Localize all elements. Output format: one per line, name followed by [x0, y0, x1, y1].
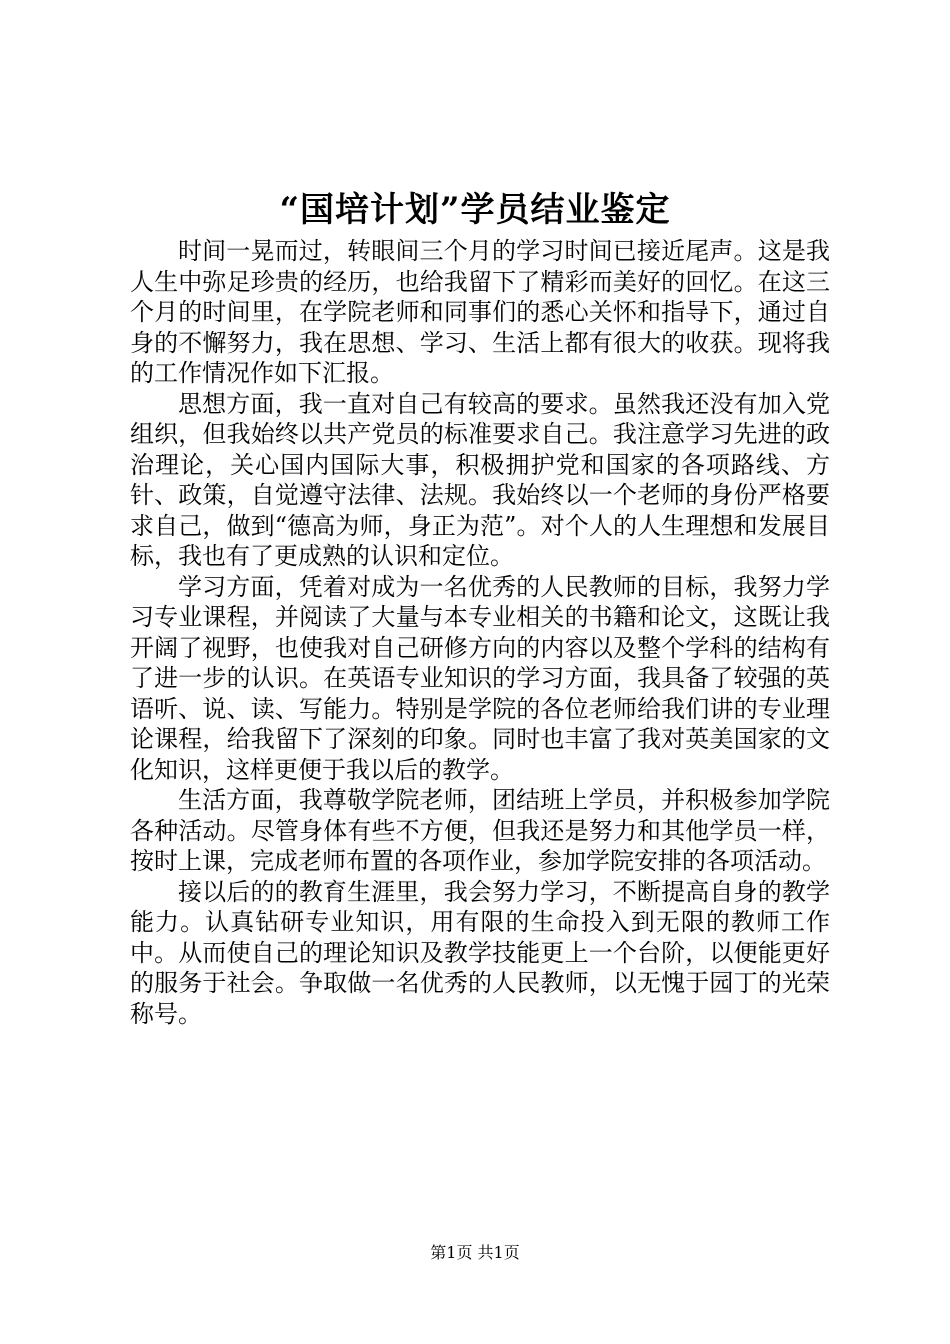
paragraph-intro: 时间一晃而过，转眼间三个月的学习时间已接近尾声。这是我人生中弥足珍贵的经历，也给我留下了精彩而美好的回忆。在这三个月的时间里，在学院老师和同事们的悉心关怀和指导下，通过自身的不懈努力，我在思想、学习、生活上都有很大的收获。现将我的工作情况作如下汇报。 — [130, 237, 830, 387]
paragraph-study: 学习方面，凭着对成为一名优秀的人民教师的目标，我努力学习专业课程，并阅读了大量与本专业相关的书籍和论文，这既让我开阔了视野，也使我对自己研修方向的内容以及整个学科的结构有了进一步的认识。在英语专业知识的学习方面，我具备了较强的英语听、说、读、写能力。特别是学院的各位老师给我们讲的专业理论课程，给我留下了深刻的印象。同时也丰富了我对英美国家的文化知识，这样更便于我以后的教学。 — [130, 572, 830, 784]
document-title: “国培计划”学员结业鉴定 — [279, 190, 671, 230]
paragraph-ideology: 思想方面，我一直对自己有较高的要求。虽然我还没有加入党组织，但我始终以共产党员的标准要求自己。我注意学习先进的政治理论，关心国内国际大事，积极拥护党和国家的各项路线、方针、政策，自觉遵守法律、法规。我始终以一个老师的身份严格要求自己，做到“德高为师，身正为范”。对个人的人生理想和发展目标，我也有了更成熟的认识和定位。 — [130, 389, 830, 570]
paragraph-life: 生活方面，我尊敬学院老师，团结班上学员，并积极参加学院各种活动。尽管身体有些不方便，但我还是努力和其他学员一样，按时上课，完成老师布置的各项作业，参加学院安排的各项活动。 — [130, 786, 830, 875]
paragraph-future: 接以后的的教育生涯里，我会努力学习，不断提高自身的教学能力。认真钻研专业知识，用有限的生命投入到无限的教师工作中。从而使自己的理论知识及教学技能更上一个台阶，以便能更好的服务于社会。争取做一名优秀的人民教师，以无愧于园丁的光荣称号。 — [130, 877, 830, 1028]
document-body — [130, 236, 830, 1029]
page-number-footer: 第1页 共1页 — [430, 1243, 520, 1262]
